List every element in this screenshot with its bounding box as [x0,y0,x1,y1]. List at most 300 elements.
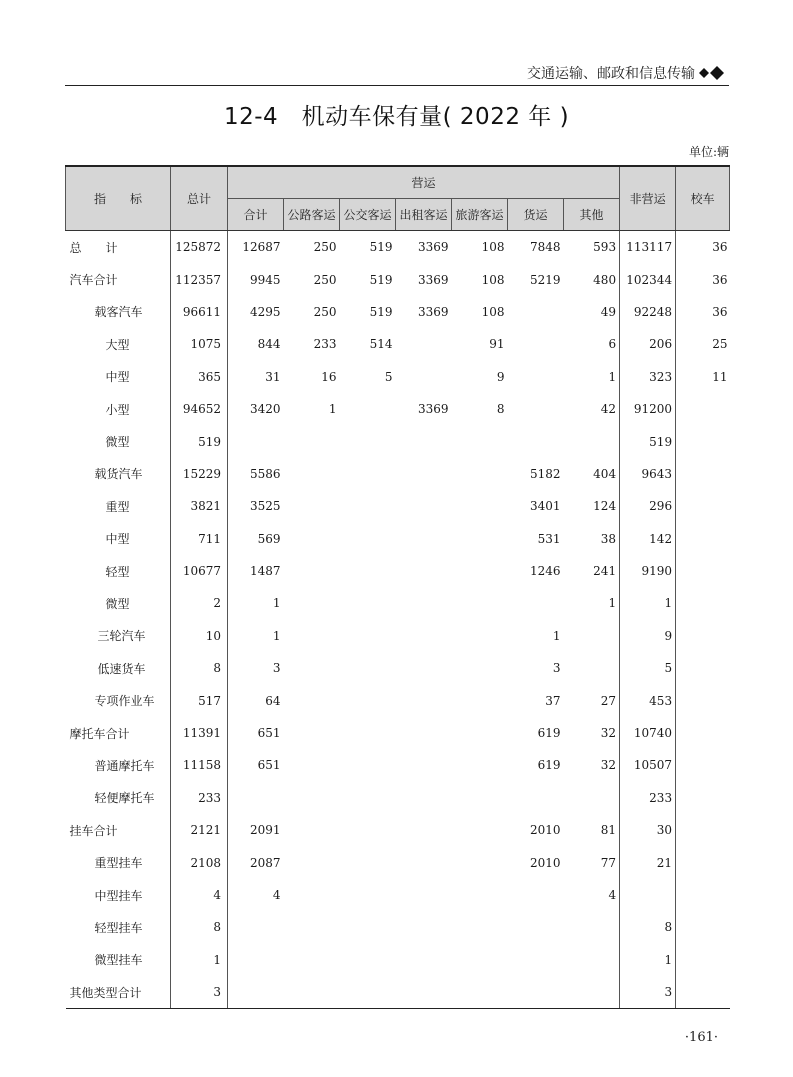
table-cell [676,425,730,457]
row-label-text: 轻便摩托车 [94,791,155,806]
table-cell [452,620,508,652]
table-cell: 296 [620,490,676,522]
vehicle-ownership-table [65,165,730,1009]
table-cell [508,879,564,911]
row-label [66,620,171,652]
diamond-ornament-icon [699,65,727,81]
table-cell: 3 [620,976,676,1009]
table-cell: 11391 [171,717,228,749]
table-cell [564,425,620,457]
table-cell: 124 [593,499,617,514]
table-cell [396,490,452,522]
table-cell [284,814,340,846]
table-cell: 3821 [171,490,228,522]
table-cell [564,652,620,684]
table-cell [228,782,284,814]
row-label-text: 其他类型合计 [69,985,142,1000]
table-cell [396,717,452,749]
table-cell [340,490,396,522]
table-row [66,717,730,749]
table-cell [452,944,508,976]
table-cell: 233 [313,337,337,352]
table-cell [452,814,508,846]
table-row [66,976,730,1009]
table-cell: 10677 [171,555,228,587]
row-label [66,523,171,555]
table-cell: 38 [600,531,617,546]
header-sub-tourism: 旅游客运 [452,199,508,231]
table-cell: 241 [593,564,617,579]
table-cell [396,620,452,652]
table-cell: 1 [272,628,281,643]
row-label [66,911,171,943]
table-cell: 5219 [529,272,561,287]
table-cell: 25 [676,328,730,360]
row-label [66,846,171,878]
table-cell [676,846,730,878]
table-cell [396,361,452,393]
table-cell [284,846,340,878]
header-operating: 营运 [228,166,620,199]
table-cell [508,425,564,457]
table-cell: 1487 [249,564,281,579]
table-cell: 9190 [620,555,676,587]
row-label-text: 专项作业车 [94,694,155,709]
table-cell: 651 [257,726,281,741]
table-cell: 36 [676,263,730,295]
table-cell: 21 [620,846,676,878]
table-cell: 404 [593,466,617,481]
row-label-text: 重型 [105,499,130,514]
row-label [66,587,171,619]
table-cell [396,425,452,457]
table-cell [508,782,564,814]
table-row [66,425,730,457]
table-row [66,749,730,781]
table-row [66,523,730,555]
table-cell: 233 [171,782,228,814]
table-cell: 1 [272,596,281,611]
table-cell: 108 [481,240,505,255]
table-cell: 10 [171,620,228,652]
row-label [66,296,171,328]
table-cell: 16 [321,369,337,384]
table-cell: 1 [608,369,617,384]
row-label-text: 重型挂车 [94,856,143,871]
table-cell [340,944,396,976]
table-cell: 96611 [171,296,228,328]
table-cell [284,652,340,684]
row-label-text: 轻型挂车 [94,920,143,935]
row-label [66,944,171,976]
table-cell: 453 [620,684,676,716]
table-row [66,361,730,393]
table-cell [452,684,508,716]
table-cell [452,879,508,911]
table-cell: 1 [608,596,617,611]
table-row [66,328,730,360]
table-cell: 91 [489,337,505,352]
table-cell: 9 [620,620,676,652]
table-cell [508,328,564,360]
row-label [66,328,171,360]
table-cell [452,652,508,684]
table-cell [396,328,452,360]
row-label-text: 低速货车 [97,661,146,676]
table-row [66,782,730,814]
table-cell [228,976,284,1009]
row-label-text: 载货汽车 [94,467,143,482]
table-row [66,296,730,328]
row-label [66,782,171,814]
table-cell: 2010 [529,823,561,838]
table-cell [396,879,452,911]
table-cell [396,782,452,814]
table-cell: 3 [272,661,281,676]
table-cell [396,944,452,976]
table-cell [340,587,396,619]
row-label [66,393,171,425]
row-label-text: 微型 [105,435,130,450]
header-sub-other: 其他 [564,199,620,231]
table-cell [284,555,340,587]
table-cell [676,814,730,846]
table-cell: 3369 [417,272,449,287]
table-cell: 250 [313,272,337,287]
row-label [66,555,171,587]
table-cell: 5586 [249,466,281,481]
table-cell: 91200 [620,393,676,425]
table-cell [284,717,340,749]
table-cell [508,393,564,425]
table-cell [452,425,508,457]
table-cell: 4 [272,888,281,902]
table-cell: 8 [171,652,228,684]
table-cell: 11158 [171,749,228,781]
table-cell [676,652,730,684]
table-cell: 569 [257,531,281,546]
table-cell [340,620,396,652]
table-cell: 480 [593,272,617,287]
table-cell [284,523,340,555]
row-label [66,425,171,457]
table-cell [452,976,508,1009]
table-cell: 92248 [620,296,676,328]
table-row [66,620,730,652]
table-cell [452,911,508,943]
table-cell: 2 [171,587,228,619]
table-cell [564,911,620,943]
table-cell [508,976,564,1009]
table-cell [396,846,452,878]
table-cell: 112357 [171,263,228,295]
table-cell [340,425,396,457]
row-label [66,879,171,911]
row-label [66,361,171,393]
table-cell: 49 [600,304,617,319]
table-cell [564,944,620,976]
row-label-text: 微型挂车 [94,953,143,968]
table-cell: 1 [171,944,228,976]
table-cell [564,976,620,1009]
row-label [66,814,171,846]
table-cell [396,458,452,490]
table-cell: 15229 [171,458,228,490]
table-cell [676,749,730,781]
row-label-text: 大型 [105,337,130,352]
row-label [66,717,171,749]
table-cell: 10507 [620,749,676,781]
table-cell [396,555,452,587]
table-cell [284,425,340,457]
table-cell [284,620,340,652]
table-cell [340,684,396,716]
table-cell: 1 [328,402,337,417]
table-row [66,490,730,522]
table-cell: 323 [620,361,676,393]
table-cell: 4295 [249,304,281,319]
table-cell [228,911,284,943]
table-cell [284,911,340,943]
table-cell [284,458,340,490]
row-label [66,458,171,490]
table-row [66,393,730,425]
table-cell [676,944,730,976]
row-label [66,263,171,295]
table-cell: 5 [384,369,393,384]
table-cell: 7848 [529,240,561,255]
table-cell: 142 [620,523,676,555]
table-cell: 1 [552,628,561,643]
row-label-text: 小型 [105,402,130,417]
table-cell: 3369 [417,240,449,255]
table-cell [676,976,730,1009]
table-cell: 30 [620,814,676,846]
row-label-text: 挂车合计 [69,823,118,838]
table-cell [396,523,452,555]
table-cell: 514 [369,337,393,352]
table-cell: 108 [481,272,505,287]
header-indicator: 指 标 [66,166,171,231]
table-row [66,555,730,587]
table-cell: 8 [620,911,676,943]
table-cell: 9945 [249,272,281,287]
table-cell [676,620,730,652]
table-cell [340,782,396,814]
table-cell [676,393,730,425]
row-label-text: 中型 [105,532,130,547]
row-label [66,652,171,684]
table-cell [340,976,396,1009]
table-cell: 4 [171,879,228,911]
table-cell: 619 [537,758,561,773]
table-cell [564,620,620,652]
header-sub-public-transit: 公交客运 [340,199,396,231]
table-cell: 32 [600,726,617,741]
table-cell [620,879,676,911]
header-sub-highway-passenger: 公路客运 [284,199,340,231]
table-cell [284,976,340,1009]
table-cell [340,911,396,943]
table-cell [452,555,508,587]
table-cell [508,911,564,943]
table-cell [284,587,340,619]
table-cell: 3401 [529,499,561,514]
table-cell [340,458,396,490]
table-cell [452,490,508,522]
table-cell [228,944,284,976]
header-school-bus: 校车 [676,166,730,231]
table-cell: 64 [265,693,281,708]
row-label-text: 微型 [105,596,130,611]
table-cell: 250 [313,240,337,255]
table-cell: 36 [676,231,730,264]
table-cell: 2010 [529,855,561,870]
table-cell: 108 [481,304,505,319]
table-cell [340,814,396,846]
table-cell [284,879,340,911]
table-cell: 519 [369,304,393,319]
page-title: 12-4 机动车保有量( 2022 年 ) [223,104,570,130]
table-cell [676,717,730,749]
table-cell [676,587,730,619]
table-cell [676,911,730,943]
table-cell: 32 [600,758,617,773]
table-cell: 1 [620,587,676,619]
table-cell: 77 [600,855,617,870]
table-cell: 2121 [171,814,228,846]
row-label-text: 轻型 [105,564,130,579]
table-cell [284,944,340,976]
header-sub-taxi: 出租客运 [396,199,452,231]
table-cell [508,361,564,393]
table-row [66,684,730,716]
row-label [66,684,171,716]
section-title: 交通运输、邮政和信息传输 [527,66,695,82]
table-cell: 37 [545,693,561,708]
table-cell: 844 [257,337,281,352]
table-cell: 3369 [417,304,449,319]
table-cell [284,684,340,716]
table-cell [396,652,452,684]
table-cell [340,393,396,425]
table-cell [396,587,452,619]
table-cell: 593 [593,240,617,255]
table-cell [508,296,564,328]
header-total: 总计 [171,166,228,231]
table-cell: 651 [257,758,281,773]
table-cell [396,814,452,846]
header-sub-subtotal: 合计 [228,199,284,231]
unit-label: 单位:辆 [688,145,729,159]
table-row [66,846,730,878]
page-number: ·161· [684,1030,718,1045]
table-cell [396,684,452,716]
table-cell: 3525 [249,499,281,514]
table-cell [676,458,730,490]
table-cell: 206 [620,328,676,360]
table-cell: 1246 [529,564,561,579]
table-cell: 42 [600,402,617,417]
table-cell: 2087 [249,855,281,870]
table-cell [452,458,508,490]
table-row [66,587,730,619]
table-cell [340,523,396,555]
table-cell [340,652,396,684]
table-cell: 711 [171,523,228,555]
table-cell [676,879,730,911]
table-cell: 531 [537,531,561,546]
table-cell [676,782,730,814]
table-row [66,652,730,684]
table-cell [284,782,340,814]
table-cell [340,717,396,749]
table-cell [452,717,508,749]
table-cell: 365 [171,361,228,393]
table-cell: 9643 [620,458,676,490]
table-cell: 27 [600,693,617,708]
table-cell [284,749,340,781]
table-cell: 2108 [171,846,228,878]
table-cell: 11 [676,361,730,393]
table-cell: 4 [608,888,617,902]
table-cell: 3369 [417,402,449,417]
row-label-text: 三轮汽车 [97,629,146,644]
table-cell [396,749,452,781]
table-cell: 8 [496,402,505,417]
table-cell [676,684,730,716]
table-cell [396,911,452,943]
row-label-text: 总 计 [69,240,118,255]
table-cell [396,976,452,1009]
row-label-text: 汽车合计 [69,273,118,288]
table-cell [676,490,730,522]
row-label-text: 载客汽车 [94,305,143,320]
table-row [66,944,730,976]
table-cell [452,846,508,878]
table-cell: 36 [676,296,730,328]
table-cell [340,749,396,781]
row-label [66,231,171,264]
table-cell [228,425,284,457]
table-cell: 519 [171,425,228,457]
table-cell: 1075 [171,328,228,360]
row-label [66,749,171,781]
table-cell [676,555,730,587]
table-row [66,814,730,846]
row-label-text: 普通摩托车 [94,758,155,773]
table-cell [340,879,396,911]
table-cell: 233 [620,782,676,814]
table-cell: 113117 [620,231,676,264]
table-cell: 1 [620,944,676,976]
table-row [66,263,730,295]
table-cell: 2091 [249,823,281,838]
table-cell [452,782,508,814]
table-cell [508,944,564,976]
table-cell: 81 [600,823,617,838]
table-cell [676,523,730,555]
row-label-text: 中型 [105,370,130,385]
table-cell: 3 [171,976,228,1009]
table-row [66,231,730,264]
table-cell: 12687 [242,240,281,255]
table-cell: 519 [369,240,393,255]
table-cell: 125872 [171,231,228,264]
table-cell [452,587,508,619]
table-cell [340,846,396,878]
table-cell: 519 [369,272,393,287]
